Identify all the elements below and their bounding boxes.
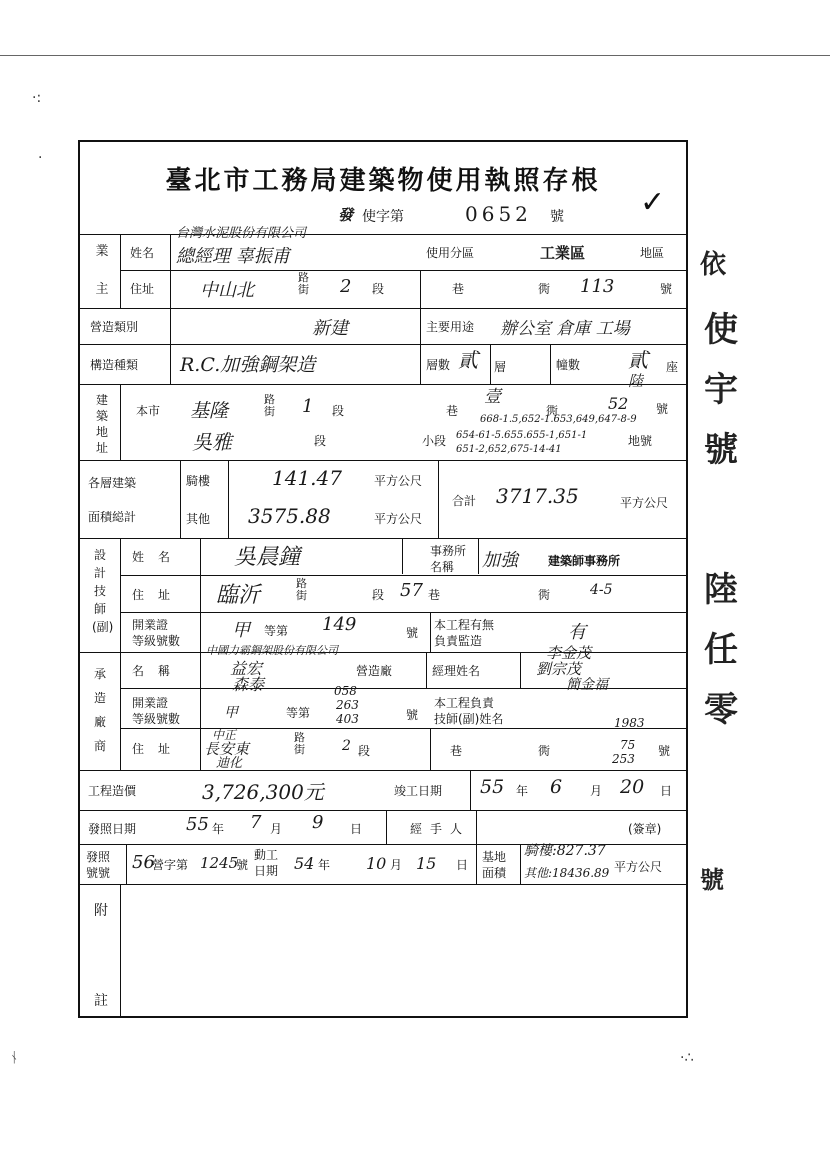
- owner-alley: 衖: [538, 282, 551, 296]
- edge-text-1: 依: [700, 250, 727, 280]
- site-lane-value: 壹: [484, 387, 501, 407]
- office-label-2: 名稱: [430, 560, 455, 574]
- buildings-extra: 陸: [628, 372, 644, 390]
- permit-label-2: 號號: [86, 866, 111, 880]
- contractor-name-label: 名稱: [132, 664, 185, 678]
- contractor-address-label: 住址: [132, 742, 185, 756]
- site-alley: 衖: [546, 404, 559, 418]
- start-year-unit: 年: [318, 858, 331, 872]
- owner-lane: 巷: [452, 282, 465, 296]
- total-value: 3717.35: [496, 484, 579, 508]
- site-road-street: 路街: [264, 393, 275, 418]
- site-city-label: 本市: [136, 404, 161, 418]
- site-district-duan: 段: [314, 434, 327, 448]
- owner-section-label-2: 主: [95, 282, 109, 297]
- floors-value: 貳: [458, 348, 478, 372]
- contractor-hao: 號: [406, 708, 419, 722]
- designer-address-label: 住址: [132, 588, 185, 602]
- manager-value-1: 李金茂: [546, 644, 592, 662]
- contractor-license-no-3: 403: [336, 712, 359, 726]
- supervision-value: 有: [568, 622, 586, 643]
- issue-day: 9: [312, 812, 324, 833]
- manager-value-3: 簡金福: [566, 677, 608, 693]
- total-unit: 平方公尺: [620, 496, 669, 510]
- office-suffix: 建築師事務所: [548, 554, 621, 568]
- start-label-1: 動工: [254, 848, 279, 862]
- contractor-license-label-1: 開業證: [132, 696, 169, 710]
- issue-day-unit: 日: [350, 822, 363, 836]
- site-lot-line-3: 651-2,652,675-14-41: [456, 444, 562, 455]
- main-use-value: 辦公室 倉庫 工場: [500, 319, 630, 339]
- contractor-address-value-1: 中正: [212, 728, 237, 742]
- contractor-name-value-1: 益宏: [230, 659, 263, 678]
- structure-label: 構造種類: [90, 358, 139, 372]
- base-label-1: 基地: [482, 850, 507, 864]
- permit-number: 0652: [465, 202, 532, 226]
- area-label-1: 各層建築: [88, 476, 137, 490]
- contractor-duan: 段: [358, 744, 371, 758]
- permit-prefix: 發: [338, 206, 354, 224]
- site-lane: 巷: [446, 404, 459, 418]
- base-unit: 平方公尺: [614, 860, 663, 874]
- cost-label: 工程造價: [88, 784, 137, 798]
- use-zone-label: 使用分區: [426, 246, 475, 260]
- total-label: 合計: [452, 494, 477, 508]
- issue-month: 7: [250, 812, 262, 833]
- designer-license-label-1: 開業證: [132, 618, 169, 632]
- area-label-2: 面積縂計: [88, 510, 137, 524]
- designer-house-no: 4-5: [590, 582, 613, 598]
- engineer-label-2: 技師(副)姓名: [434, 712, 504, 726]
- floors-label: 層數: [426, 358, 451, 372]
- permit-label-1: 發照: [86, 850, 111, 864]
- contractor-alley: 衖: [538, 744, 551, 758]
- designer-name-value: 吳晨鐘: [234, 545, 301, 570]
- owner-hao: 號: [660, 282, 673, 296]
- site-section-no: 1: [302, 396, 314, 417]
- buildings-label: 幢數: [556, 358, 581, 372]
- contractor-house-no-3: 253: [612, 752, 635, 766]
- site-section-label: 建築地址: [95, 393, 108, 455]
- scan-speck: ·∴: [680, 1050, 694, 1066]
- issue-month-unit: 月: [270, 822, 283, 836]
- office-label-1: 事務所: [430, 544, 467, 558]
- permit-prefix-value: 56: [132, 852, 155, 873]
- finish-year-unit: 年: [516, 784, 529, 798]
- other-value: 3575.88: [248, 504, 331, 528]
- construction-type-label: 營造類別: [90, 320, 139, 334]
- base-label-2: 面積: [482, 866, 507, 880]
- arcade-unit: 平方公尺: [374, 474, 423, 488]
- designer-section-label: 設計技師(副): [92, 548, 114, 634]
- contractor-factory-suffix: 營造廠: [356, 664, 393, 678]
- use-zone-value: 工業區: [540, 244, 586, 262]
- contractor-license-no-2: 263: [336, 698, 359, 712]
- finish-day-unit: 日: [660, 784, 673, 798]
- contractor-section-label: 承造廠商: [93, 667, 106, 753]
- floors-unit: 層: [494, 360, 507, 374]
- arcade-label: 騎樓: [186, 474, 211, 488]
- construction-type-value: 新建: [312, 318, 348, 339]
- contractor-hao-2: 號: [658, 744, 671, 758]
- issue-year: 55: [186, 814, 209, 835]
- owner-duan: 段: [372, 282, 385, 296]
- structure-value: R.C.加強鋼架造: [180, 354, 316, 376]
- owner-name-value-1: 台灣水泥股份有限公司: [176, 226, 307, 241]
- zone-suffix: 地區: [640, 246, 665, 260]
- notes-label-2: 註: [94, 993, 108, 1009]
- contractor-deng-di: 等第: [286, 706, 311, 720]
- contractor-grade-value: 甲: [224, 705, 238, 721]
- start-month-unit: 月: [390, 858, 403, 872]
- owner-house-no: 113: [580, 276, 615, 297]
- base-other-value: 其他:18436.89: [524, 866, 610, 880]
- owner-section-label-1: 業: [95, 244, 109, 259]
- other-label: 其他: [186, 512, 211, 526]
- owner-address-value: 中山北: [200, 280, 254, 301]
- finish-year: 55: [480, 776, 505, 798]
- contractor-address-value-2: 長安東: [204, 740, 250, 758]
- owner-address-label: 住址: [130, 282, 155, 296]
- site-lot-line-2: 654-61-5.655.655-1,651-1: [456, 430, 588, 441]
- issue-date-label: 發照日期: [88, 822, 137, 836]
- start-year: 54: [294, 854, 315, 873]
- office-value: 加強: [482, 550, 518, 571]
- site-district-value: 吳雅: [192, 430, 232, 454]
- supervision-label-1: 本工程有無: [434, 618, 495, 632]
- arcade-value: 141.47: [272, 466, 342, 490]
- site-lot-line-1: 668-1.5,652-1.653,649,647-8-9: [480, 414, 637, 425]
- contractor-name-value-2: 森泰: [232, 675, 265, 694]
- designer-lane: 巷: [428, 588, 441, 602]
- contractor-section-no: 2: [342, 738, 351, 754]
- buildings-unit: 座: [666, 360, 679, 374]
- scan-speck: ·:: [32, 90, 42, 106]
- designer-name-label: 姓名: [132, 550, 185, 564]
- site-di-hao: 地號: [628, 434, 653, 448]
- buildings-value: 貳: [628, 348, 648, 372]
- edge-text-2: 使 宇 號: [704, 310, 738, 470]
- start-label-2: 日期: [254, 864, 279, 878]
- designer-hao: 號: [406, 626, 419, 640]
- designer-road-street: 路街: [296, 577, 307, 602]
- finish-month: 6: [550, 776, 563, 798]
- seal-label: (簽章): [628, 822, 662, 836]
- edge-text-3: 陸 任 零: [704, 570, 738, 730]
- check-mark: ✓: [640, 185, 666, 220]
- start-day: 15: [416, 854, 437, 873]
- handler-label: 經手人: [410, 822, 471, 836]
- cost-value: 3,726,300元: [202, 780, 324, 804]
- contractor-house-no-1: 1983: [614, 716, 645, 730]
- designer-license-label-2: 等級號數: [132, 634, 181, 648]
- site-hao: 號: [656, 402, 669, 416]
- notes-label-1: 附: [94, 903, 108, 919]
- contractor-license-label-2: 等級號數: [132, 712, 181, 726]
- finish-month-unit: 月: [590, 784, 603, 798]
- scan-speck: ·: [38, 150, 43, 166]
- designer-lane-no: 57: [400, 580, 423, 601]
- permit-no-value: 1245: [200, 854, 239, 872]
- designer-license-no: 149: [322, 614, 357, 635]
- designer-deng-di: 等第: [264, 624, 289, 638]
- designer-grade-value: 甲: [232, 620, 250, 641]
- owner-road-street: 路街: [298, 271, 309, 296]
- site-house-no: 52: [608, 394, 629, 413]
- permit-form: [78, 140, 688, 1018]
- owner-section-no: 2: [340, 276, 352, 297]
- scan-top-line: [0, 55, 830, 56]
- permit-no-suffix: 號: [550, 209, 564, 225]
- contractor-lane: 巷: [450, 744, 463, 758]
- owner-name-value-2: 總經理 辜振甫: [176, 246, 290, 267]
- finish-day: 20: [620, 776, 645, 798]
- edge-text-hao: 號: [700, 865, 724, 894]
- site-sub-section: 小段: [422, 434, 447, 448]
- main-use-label: 主要用途: [426, 320, 475, 334]
- contractor-address-value-3: 迪化: [216, 756, 243, 771]
- designer-address-value: 臨沂: [216, 583, 261, 608]
- manager-label: 經理姓名: [432, 664, 481, 678]
- manager-value-2: 劉宗茂: [536, 660, 582, 678]
- contractor-company-note: 中國力霸鋼架股份有限公司: [206, 644, 338, 657]
- owner-name-label: 姓名: [130, 246, 155, 260]
- finish-label: 竣工日期: [394, 784, 443, 798]
- page-title: 臺北市工務局建築物使用執照存根: [165, 166, 601, 196]
- contractor-house-no-2: 75: [620, 738, 636, 752]
- designer-duan: 段: [372, 588, 385, 602]
- scan-speck: ᚾ: [10, 1050, 19, 1066]
- permit-construct-label: 營字第: [152, 858, 189, 872]
- permit-hao: 號: [236, 858, 249, 872]
- engineer-label-1: 本工程負責: [434, 696, 495, 710]
- supervision-label-2: 負責監造: [434, 634, 483, 648]
- issue-year-unit: 年: [212, 822, 225, 836]
- start-month: 10: [366, 854, 387, 873]
- permit-label: 使字第: [362, 209, 404, 225]
- start-day-unit: 日: [456, 858, 469, 872]
- contractor-road-street: 路街: [294, 731, 305, 756]
- designer-alley: 衖: [538, 588, 551, 602]
- other-unit: 平方公尺: [374, 512, 423, 526]
- site-duan: 段: [332, 404, 345, 418]
- site-road-value: 基隆: [190, 400, 229, 422]
- base-arcade-value: 騎樓:827.37: [524, 843, 606, 859]
- contractor-license-no-1: 058: [334, 684, 357, 698]
